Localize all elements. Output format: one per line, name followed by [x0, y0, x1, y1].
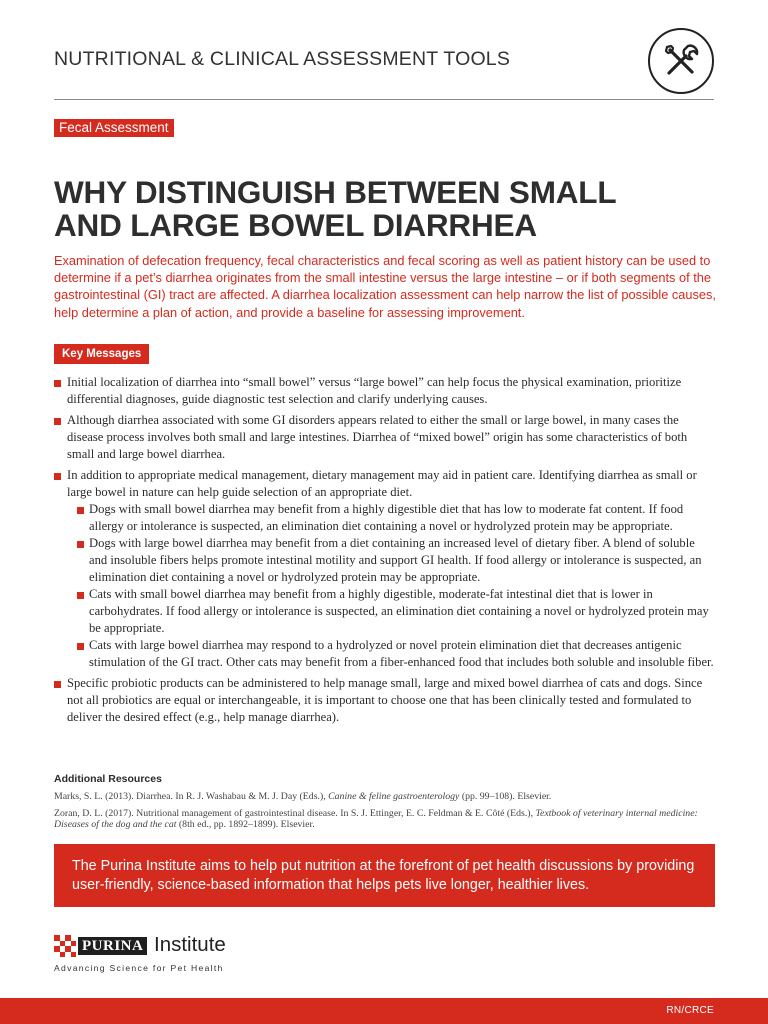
sub-list-item: Cats with small bowel diarrhea may benefit from a highly digestible, moderate-fat intestinal diet that is lower in carbohydrates. If food allergy or intolerance is suspected, an elimination diet containing a novel or hydrolyzed protein may be appropriate. [67, 586, 716, 637]
ref-1-title: Canine & feline gastroenterology [328, 791, 460, 802]
list-item [54, 675, 716, 726]
key-messages-label: Key Messages [54, 344, 149, 364]
document-code: RN/CRCE [666, 1005, 714, 1016]
resources-heading: Additional Resources [54, 773, 162, 785]
ref-1-text: Marks, S. L. (2013). Diarrhea. In R. J. Washabau & M. J. Day (Eds.), [54, 791, 329, 802]
list-item-text: Specific probiotic products can be administered to help manage small, large and mixed bowel diarrhea of cats and dogs. Since not all probiotics are equal or interchangeable, it is important to choose one that has been clinically tested and formulated to deliver the desired effect (e.g., help manage diarrhea). [67, 676, 703, 724]
purina-wordmark: PURINA [78, 937, 147, 955]
intro-paragraph: Examination of defecation frequency, fecal characteristics and fecal scoring as well as patient history can be used to determine if a pet’s diarrhea originates from the small intestine versus the large intestine – or if both segments of the gastrointestinal (GI) tract are affected. A diarrhea localization assessment can help narrow the list of possible causes, help determine a plan of action, and provide a baseline for assessing improvement. [54, 253, 716, 320]
diet-sub-list [67, 501, 716, 671]
list-item [54, 374, 716, 408]
checkerboard-icon [54, 935, 76, 957]
header-divider [54, 99, 714, 100]
tools-icon [648, 28, 714, 94]
ref-2-title: Textbook of veterinary internal medicine: Diseases of the dog and the cat [54, 808, 698, 830]
footer-bar [0, 998, 768, 1024]
sub-list-item: Dogs with large bowel diarrhea may benefit from a diet containing an increased level of dietary fiber. A blend of soluble and insoluble fibers helps promote intestinal motility and support GI health. If food allergy or intolerance is suspected, an elimination diet containing a novel or hydrolyzed protein may be appropriate. [67, 535, 716, 586]
list-item-text: In addition to appropriate medical management, dietary management may aid in patient care. Identifying diarrhea as small or large bowel in nature can help guide selection of an appropriate diet. [67, 468, 697, 499]
reference-1 [54, 791, 714, 802]
ref-1-tail: (pp. 99–108). Elsevier. [459, 791, 552, 802]
ref-2-tail: (8th ed., pp. 1892–1899). Elsevier. [176, 819, 315, 830]
list-item [54, 412, 716, 463]
purina-institute-logo [54, 935, 284, 975]
sub-list-item: Cats with large bowel diarrhea may respond to a hydrolyzed or novel protein elimination diet that decreases antigenic stimulation of the GI tract. Other cats may benefit from a fiber-enhanced food that includes both soluble and insoluble fiber. [67, 637, 716, 671]
mission-banner: The Purina Institute aims to help put nutrition at the forefront of pet health discussions by providing user-friendly, science-based information that helps pets live longer, healthier lives. [54, 844, 715, 907]
ref-2-text: Zoran, D. L. (2017). Nutritional management of gastrointestinal disease. In S. J. Ettinger, E. C. Feldman & E. Côté (Eds.), [54, 808, 536, 819]
page-headline [54, 176, 734, 242]
page-category-title: NUTRITIONAL & CLINICAL ASSESSMENT TOOLS [54, 48, 511, 70]
sub-list-item: Dogs with small bowel diarrhea may benefit from a highly digestible diet that has low to moderate fat content. If food allergy or intolerance is suspected, an elimination diet containing a novel or hydrolyzed protein may be appropriate. [67, 501, 716, 535]
headline-line-2: AND LARGE BOWEL DIARRHEA [54, 207, 537, 243]
section-tag: Fecal Assessment [54, 119, 174, 137]
list-item-text: Initial localization of diarrhea into “small bowel” versus “large bowel” can help focus the physical examination, prioritize differential diagnoses, guide diagnostic test selection and clarify underlying causes. [67, 375, 682, 406]
key-messages-list [54, 374, 716, 730]
logo-tagline: Advancing Science for Pet Health [54, 963, 224, 973]
list-item [54, 467, 716, 671]
list-item-text: Although diarrhea associated with some GI disorders appears related to either the small or large bowel, in many cases the disease process involves both small and large intestines. Diarrhea of “mixed bowel” origin has some characteristics of both small and large bowel diarrhea. [67, 413, 688, 461]
headline-line-1: WHY DISTINGUISH BETWEEN SMALL [54, 174, 617, 210]
reference-2 [54, 808, 714, 830]
institute-wordmark: Institute [154, 933, 226, 956]
